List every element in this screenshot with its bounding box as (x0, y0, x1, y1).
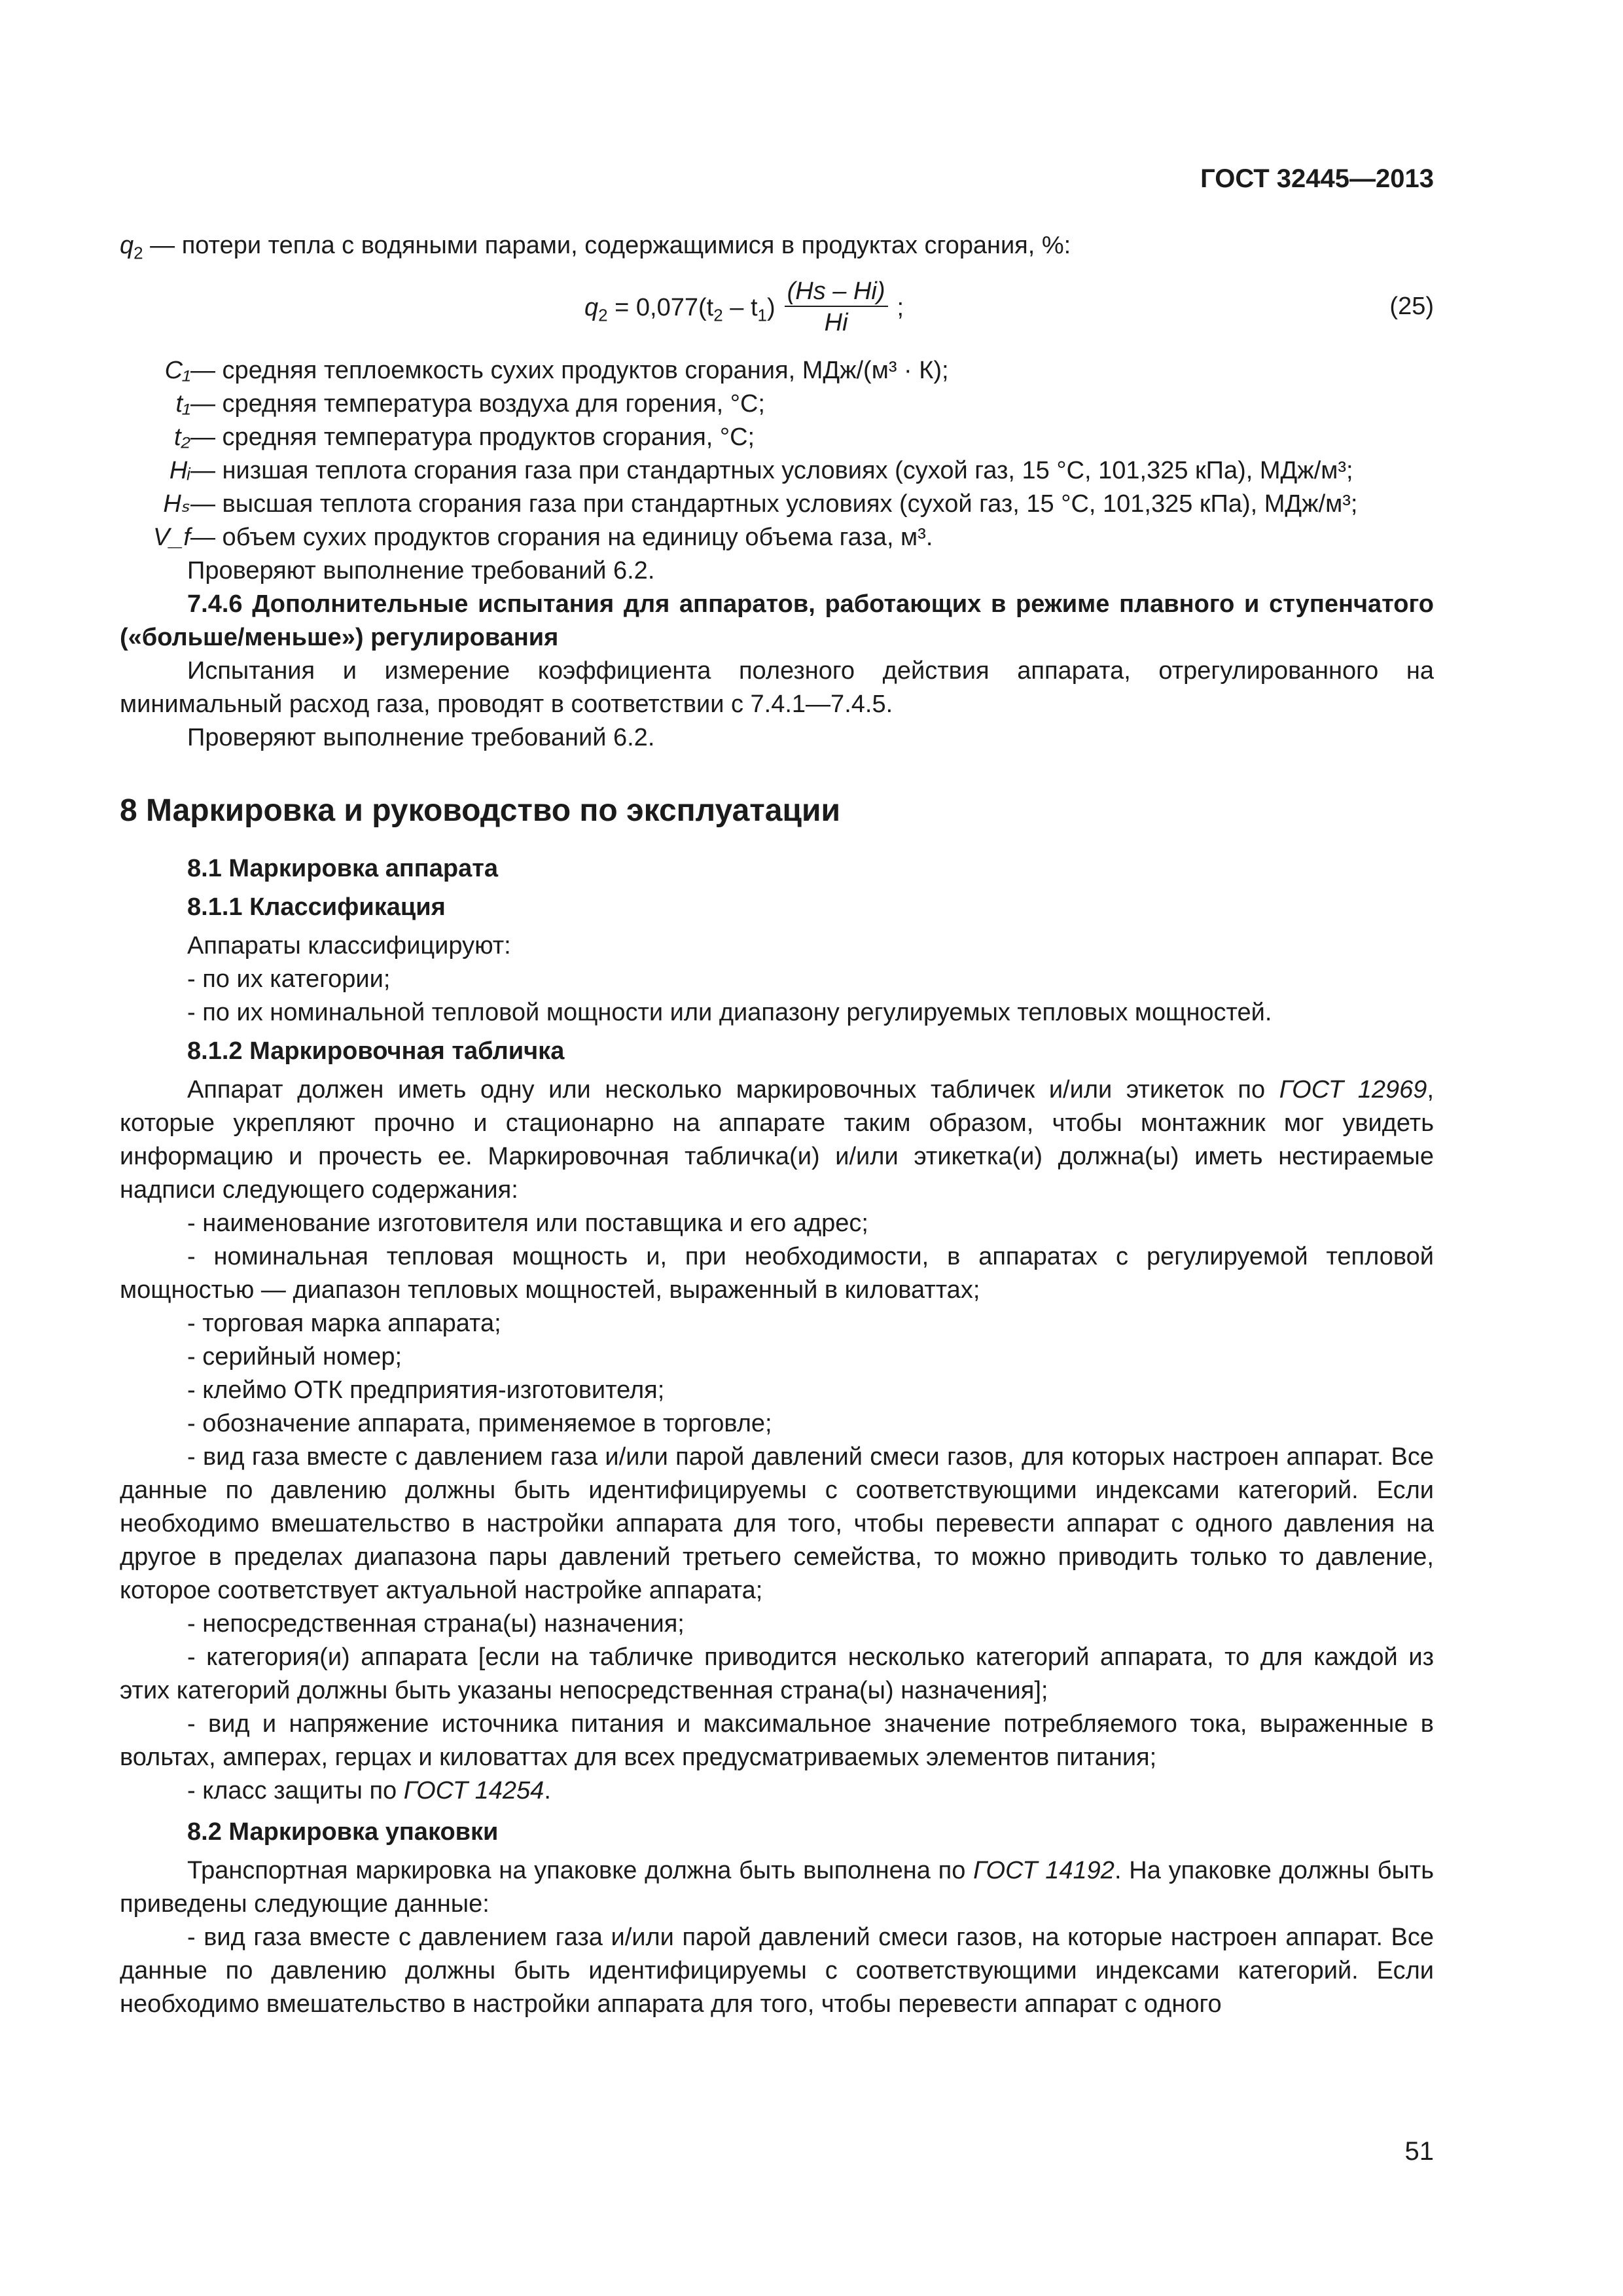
q2-subscript: 2 (134, 243, 143, 263)
list-item-end: . (544, 1777, 551, 1804)
list-item: - обозначение аппарата, применяемое в торговле; (187, 1410, 772, 1437)
formula-lhs-sub: 2 (598, 305, 608, 325)
formula-minus: – t (722, 293, 758, 321)
formula-number: (25) (1389, 293, 1434, 320)
symbol-row (120, 421, 1434, 454)
q2-text: — потери тепла с водяными парами, содержащимися в продуктах сгорания, %: (143, 232, 1071, 259)
section-8-1-title: 8.1 Маркировка аппарата (187, 855, 498, 882)
formula-semicolon: ; (897, 293, 904, 321)
page-number: 51 (1404, 2137, 1434, 2166)
formula-middle: = 0,077(t (607, 293, 714, 321)
list-item: - торговая марка аппарата; (187, 1310, 501, 1337)
symbol-row (120, 521, 1434, 554)
section-7-4-6-text: Испытания и измерение коэффициента полезного действия аппарата, отрегулированного на минимальный расход газа, проводят в соответствии с 7.4.1—7.4.5. (120, 657, 1434, 718)
symbol-definition: — объем сухих продуктов сгорания на единицу объема газа, м³. (190, 524, 933, 551)
formula-left (584, 291, 776, 325)
symbol-row (120, 354, 1434, 387)
formula-t1-sub: 1 (757, 305, 767, 325)
formula-t2-sub: 2 (713, 305, 723, 325)
formula-close: ) (766, 293, 776, 321)
list-item: - клеймо ОТК предприятия-изготовителя; (187, 1376, 665, 1404)
intro-text-a: Аппарат должен иметь одну или несколько маркировочных табличек и/или этикеток по (187, 1076, 1279, 1103)
standard-reference: ГОСТ 14192 (973, 1857, 1115, 1884)
list-item: - непосредственная страна(ы) назначения; (187, 1610, 685, 1638)
intro-text-b: , которые укрепляют прочно и стационарно на аппарате таким образом, чтобы монтажник мог увидеть информацию и прочесть ее. Маркировочная табличка(и) и/или этикетка(и) должна(ы) иметь нестираемые надписи следующего содержания: (120, 1076, 1434, 1204)
document-code: ГОСТ 32445—2013 (1200, 164, 1434, 193)
symbol-definition: — средняя температура продуктов сгорания, °С; (190, 423, 755, 451)
symbol-name: Hₛ (163, 490, 190, 518)
list-item: - вид газа вместе с давлением газа и/или парой давлений смеси газов, для которых настроен аппарат. Все данные по давлению должны быть идентифицируемы с соответствующими индексами категорий. Если необходимо вмешательство в настройки аппарата для того, чтобы перевести аппарат с одного давления на другое в пределах диапазона пары давлений третьего семейства, то можно приводить только то давление, которое соответствует актуальной настройке аппарата; (120, 1443, 1434, 1604)
list-item: - серийный номер; (187, 1343, 402, 1371)
section-8-1-2-intro (120, 1073, 1434, 1207)
section-8-title: 8 Маркировка и руководство по эксплуатации (120, 793, 840, 828)
list-item: - по их категории; (187, 965, 391, 993)
intro-text-a: Транспортная маркировка на упаковке должна быть выполнена по (187, 1857, 974, 1884)
list-item: - номинальная тепловая мощность и, при необходимости, в аппаратах с регулируемой тепловой мощностью — диапазон тепловых мощностей, выраженный в киловаттах; (120, 1243, 1434, 1304)
symbol-name: C₁ (164, 357, 190, 384)
check-requirements-1: Проверяют выполнение требований 6.2. (187, 557, 655, 584)
list-item: - вид газа вместе с давлением газа и/или парой давлений смеси газов, на которые настроен аппарат. Все данные по давлению должны быть идентифицируемы с соответствующими индексами категорий. Если необходимо вмешательство в настройки аппарата для того, чтобы перевести аппарат с одного (120, 1924, 1434, 2018)
symbol-name: t₂ (173, 423, 190, 451)
formula-25 (120, 268, 1434, 346)
symbol-name: V_f (152, 524, 190, 551)
section-7-4-6-title: 7.4.6 Дополнительные испытания для аппаратов, работающих в режиме плавного и ступенчатого («больше/меньше») регулирования (120, 590, 1434, 651)
standard-reference: ГОСТ 12969 (1279, 1076, 1427, 1103)
formula-numerator: (Hs – Hi) (785, 277, 888, 307)
list-item: - по их номинальной тепловой мощности или диапазону регулируемых тепловых мощностей. (187, 999, 1272, 1026)
list-item (120, 1774, 1434, 1808)
section-8-1-1-title: 8.1.1 Классификация (187, 893, 446, 921)
list-item: - категория(и) аппарата [если на табличке приводится несколько категорий аппарата, то для каждой из этих категорий должны быть указаны непосредственная страна(ы) назначения]; (120, 1643, 1434, 1704)
symbol-name: t₁ (175, 390, 190, 418)
formula-lhs: q (584, 293, 599, 321)
formula-denominator: Hi (824, 309, 848, 336)
section-8-2-intro (120, 1854, 1434, 1921)
standard-reference: ГОСТ 14254 (403, 1777, 544, 1804)
formula-fraction (785, 277, 888, 338)
q2-definition (120, 229, 1434, 262)
q2-symbol: q (120, 232, 134, 259)
symbol-row (120, 387, 1434, 421)
list-item: - наименование изготовителя или поставщика и его адрес; (187, 1210, 868, 1237)
symbol-definition: — высшая теплота сгорания газа при стандартных условиях (сухой газ, 15 °С, 101,325 кПа), МДж/м³; (190, 490, 1358, 518)
symbol-definition: — средняя температура воздуха для горения, °С; (190, 390, 765, 418)
symbol-definition: — средняя теплоемкость сухих продуктов сгорания, МДж/(м³ · К); (190, 357, 949, 384)
list-item: - вид и напряжение источника питания и максимальное значение потребляемого тока, выраженные в вольтах, амперах, герцах и киловаттах для всех предусматриваемых элементов питания; (120, 1710, 1434, 1771)
section-8-1-1-intro: Аппараты классифицируют: (187, 932, 511, 960)
symbol-name: Hᵢ (169, 457, 190, 484)
page-body (120, 229, 1434, 2021)
section-8-1-2-title: 8.1.2 Маркировочная табличка (187, 1037, 565, 1065)
intro-text-b: . На упаковке должны быть приведены следующие данные: (120, 1857, 1435, 1918)
list-item-text: - класс защиты по (187, 1777, 404, 1804)
formula-expression (584, 277, 904, 338)
check-requirements-2: Проверяют выполнение требований 6.2. (187, 724, 655, 751)
symbol-row (120, 488, 1434, 521)
symbol-definition: — низшая теплота сгорания газа при стандартных условиях (сухой газ, 15 °С, 101,325 кПа), МДж/м³; (190, 457, 1353, 484)
symbol-row (120, 454, 1434, 488)
section-8-2-title: 8.2 Маркировка упаковки (187, 1818, 499, 1846)
